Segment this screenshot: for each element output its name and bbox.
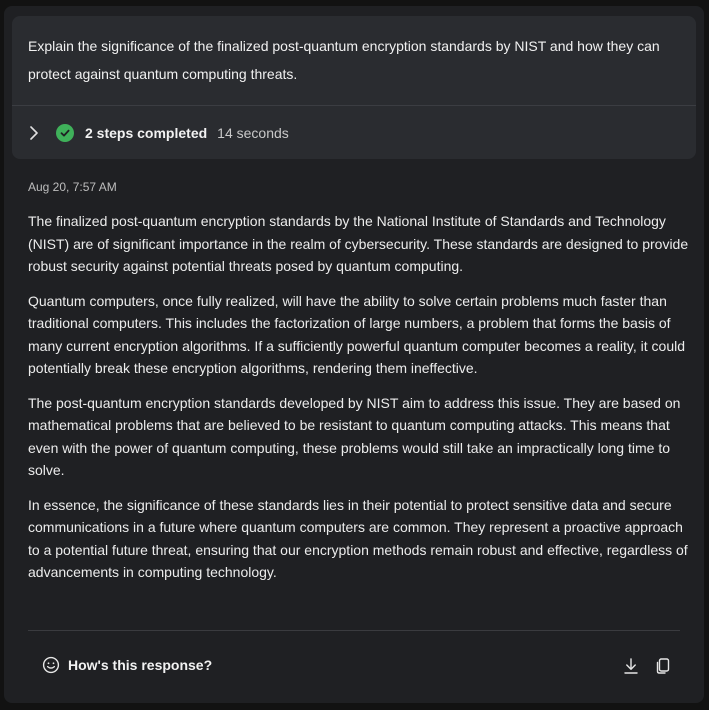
query-divider — [12, 105, 696, 106]
response-paragraph: The finalized post-quantum encryption standards by the National Institute of Standards and Technology (NIST) are of significant importance in the realm of cybersecurity. These standards are designed to provide robust security against potential threats posed by quantum computing. — [28, 213, 689, 274]
response-paragraph: Quantum computers, once fully realized, will have the ability to solve certain problems much faster than traditional computers. This includes the factorization of large numbers, a problem that forms the basis of many current encryption algorithms. If a sufficiently powerful quantum computer becomes a reality, it could potentially break these encryption algorithms, rendering them ineffective. — [28, 292, 686, 376]
feedback-label: How's this response? — [68, 657, 213, 673]
user-query-card — [12, 16, 696, 159]
check-circle-icon — [56, 124, 74, 142]
steps-duration: 14 seconds — [217, 125, 289, 141]
smile-icon — [42, 656, 60, 674]
response-body — [28, 210, 690, 596]
footer-divider — [28, 630, 680, 631]
download-icon[interactable] — [622, 657, 640, 675]
chat-response-panel — [4, 6, 704, 703]
user-query-text: Explain the significance of the finalized post-quantum encryption standards by NIST and how they can protect against quantum computing threats. — [28, 38, 660, 82]
response-paragraph: The post-quantum encryption standards developed by NIST aim to address this issue. They are based on mathematical problems that are believed to be resistant to quantum computing attacks. This means that even with the power of quantum computing, these problems would still take an impractically long time to solve. — [28, 394, 681, 478]
steps-status-label: 2 steps completed — [85, 125, 208, 141]
chevron-right-icon[interactable] — [26, 125, 42, 141]
copy-icon[interactable] — [654, 657, 672, 675]
response-paragraph: In essence, the significance of these standards lies in their potential to protect sensitive data and secure communications in a future where quantum computers are common. They represent a proactive approach to a potential future threat, ensuring that our encryption methods remain robust and effective, regardless of advancements in computing technology. — [28, 496, 688, 580]
response-timestamp: Aug 20, 7:57 AM — [28, 180, 117, 194]
feedback-prompt[interactable] — [42, 656, 212, 674]
steps-toggle[interactable] — [26, 120, 289, 146]
